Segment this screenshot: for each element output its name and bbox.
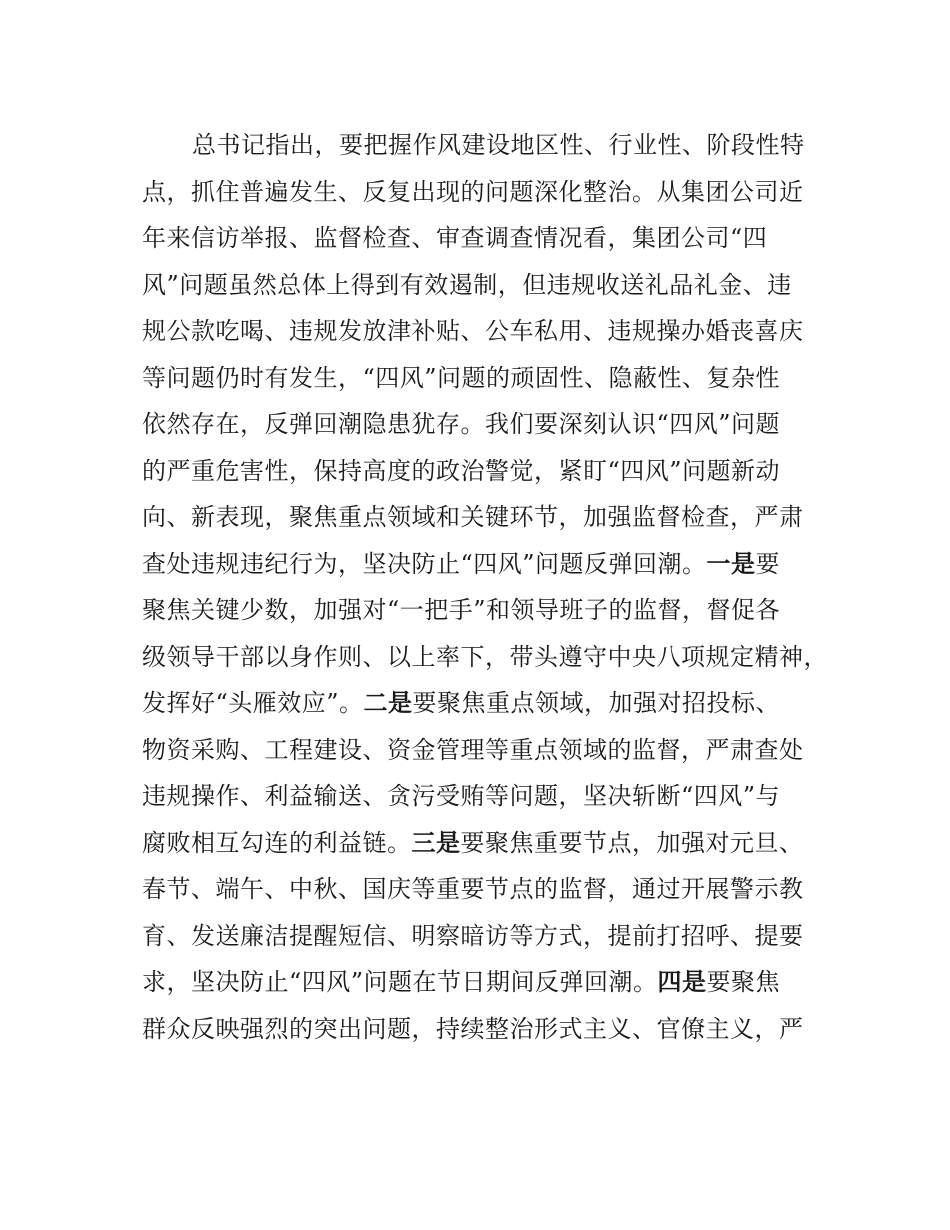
paragraph-line: 腐败相互勾连的利益链。三是要聚焦重要节点，加强对元旦、 bbox=[142, 828, 804, 857]
body-paragraph bbox=[142, 122, 828, 1052]
paragraph-line: 年来信访举报、监督检查、审查调查情况看，集团公司“四 bbox=[142, 224, 768, 252]
paragraph-line: 发挥好“头雁效应”。二是要聚焦重点领域，加强对招投标、 bbox=[142, 689, 781, 717]
paragraph-line: 风”问题虽然总体上得到有效遏制，但违规收送礼品礼金、违 bbox=[142, 270, 792, 299]
point-marker-three: 三是 bbox=[411, 828, 461, 857]
paragraph-line: 总书记指出，要把握作风建设地区性、行业性、阶段性特 bbox=[192, 131, 805, 159]
paragraph-line: 的严重危害性，保持高度的政治警觉，紧盯“四风”问题新动 bbox=[142, 456, 781, 485]
paragraph-line: 规公款吃喝、违规发放津补贴、公车私用、违规操办婚丧喜庆 bbox=[142, 317, 804, 345]
paragraph-line: 点，抓住普遍发生、反复出现的问题深化整治。从集团公司近 bbox=[142, 177, 804, 206]
point-marker-two: 二是 bbox=[363, 689, 413, 717]
paragraph-line: 物资采购、工程建设、资金管理等重点领域的监督，严肃查处 bbox=[142, 735, 804, 764]
paragraph-line: 依然存在，反弹回潮隐患犹存。我们要深刻认识“四风”问题 bbox=[142, 410, 781, 438]
paragraph-line: 向、新表现，聚焦重点领域和关键环节，加强监督检查，严肃 bbox=[142, 503, 804, 531]
paragraph-line: 求，坚决防止“四风”问题在节日期间反弹回潮。四是要聚焦 bbox=[142, 968, 781, 996]
point-marker-one: 一是 bbox=[706, 549, 756, 578]
point-marker-four: 四是 bbox=[657, 968, 707, 996]
paragraph-line: 查处违规违纪行为，坚决防止“四风”问题反弹回潮。一是要 bbox=[142, 549, 781, 578]
paragraph-line: 违规操作、利益输送、贪污受贿等问题，坚决斩断“四风”与 bbox=[142, 782, 781, 810]
paragraph-line: 育、发送廉洁提醒短信、明察暗访等方式，提前打招呼、提要 bbox=[142, 921, 804, 950]
paragraph-line: 春节、端午、中秋、国庆等重要节点的监督，通过开展警示教 bbox=[142, 875, 804, 903]
paragraph-line: 群众反映强烈的突出问题，持续整治形式主义、官僚主义，严 bbox=[142, 1014, 804, 1043]
paragraph-line: 聚焦关键少数，加强对“一把手”和领导班子的监督，督促各 bbox=[142, 596, 781, 624]
paragraph-line: 级领导干部以身作则、以上率下，带头遵守中央八项规定精神， bbox=[142, 642, 828, 671]
paragraph-line: 等问题仍时有发生，“四风”问题的顽固性、隐蔽性、复杂性 bbox=[142, 363, 781, 392]
